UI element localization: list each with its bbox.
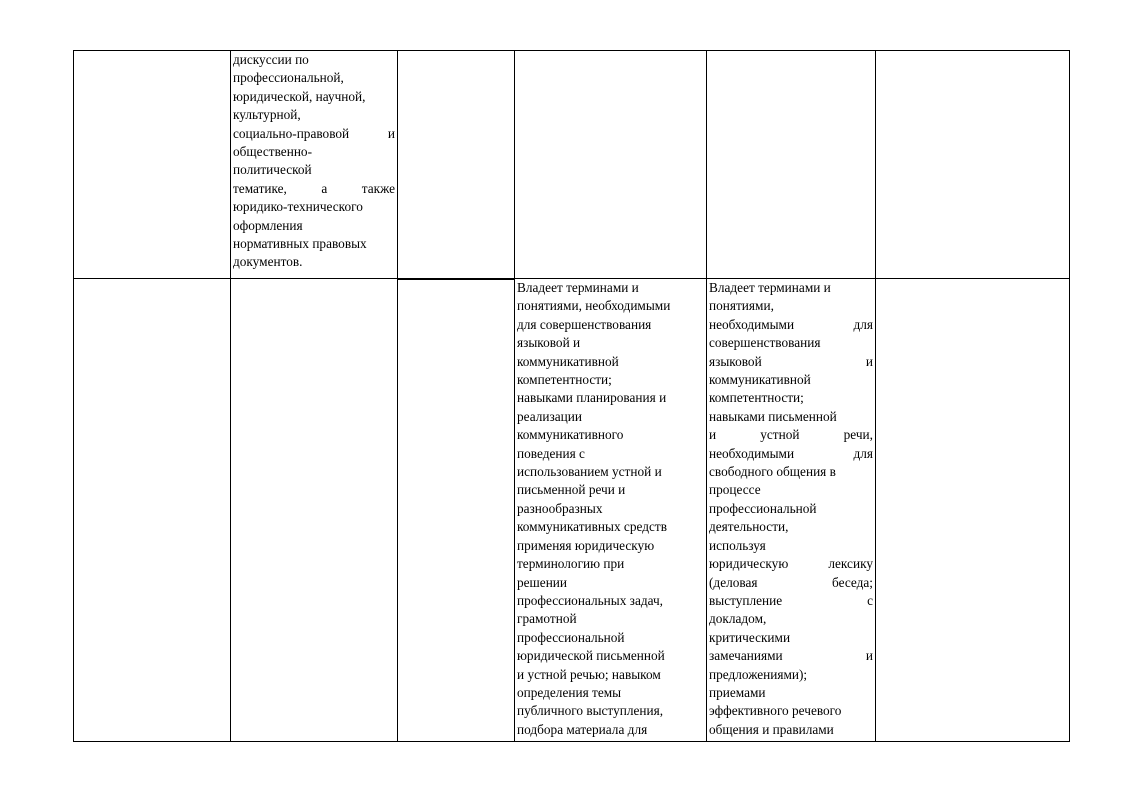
competence-table: [73, 50, 1070, 742]
text-line: профессиональной,: [233, 70, 344, 86]
text-line: юридической письменной: [517, 648, 665, 664]
text-line: нормативных правовых: [233, 236, 367, 252]
assessment-criteria-text: [707, 279, 875, 739]
text-line: замечаниями и: [709, 648, 873, 664]
learning-outcome-cell: [515, 279, 707, 742]
text-line: критическими: [709, 629, 791, 645]
text-line: совершенствования: [709, 335, 821, 351]
text-line: социально-правовой и: [233, 125, 395, 141]
text-line: документов.: [233, 254, 303, 270]
text-line: Владеет терминами и: [517, 280, 639, 295]
text-line: разнообразных: [517, 500, 603, 516]
text-line: выступление с: [709, 592, 873, 608]
text-line: коммуникативного: [517, 427, 624, 443]
text-line: поведения с: [517, 445, 585, 461]
text-line: общения и правилами: [709, 721, 834, 737]
indicator-cell: [398, 51, 515, 279]
text-line: терминологию при: [517, 556, 625, 572]
text-line: общественно-: [233, 144, 313, 160]
text-line: компетентности;: [709, 390, 804, 406]
text-line: тематике, а также: [233, 180, 395, 196]
text-line: коммуникативной: [709, 372, 811, 388]
text-line: (деловая беседа;: [709, 574, 873, 590]
text-line: политической: [233, 162, 312, 178]
text-line: языковой и: [517, 335, 581, 351]
text-line: профессиональных задач,: [517, 592, 663, 608]
competence-code-cell: [74, 51, 231, 279]
text-line: понятиями,: [709, 298, 774, 314]
assessment-criteria-cell: [707, 51, 876, 279]
text-line: необходимыми для: [709, 445, 873, 461]
text-line: юридической, научной,: [233, 88, 366, 104]
text-line: эффективного речевого: [709, 703, 842, 719]
text-line: определения темы: [517, 684, 622, 700]
text-line: используя: [709, 537, 766, 553]
text-line: применяя юридическую: [517, 537, 655, 553]
text-line: приемами: [709, 684, 766, 700]
competence-code-cell: [74, 279, 231, 742]
competence-description-cell: [231, 279, 398, 742]
text-line: грамотной: [517, 611, 577, 627]
text-line: процессе: [709, 482, 761, 498]
text-line: коммуникативных средств: [517, 519, 667, 535]
text-line: коммуникативной: [517, 353, 619, 369]
indicator-cell: [398, 279, 515, 742]
text-line: понятиями, необходимыми: [517, 298, 671, 314]
text-line: свободного общения в: [709, 464, 836, 480]
text-line: профессиональной: [709, 500, 817, 516]
text-line: и устной речи,: [709, 427, 873, 443]
text-line: навыками письменной: [709, 408, 837, 424]
text-line: Владеет терминами и: [709, 280, 831, 295]
text-line: навыками планирования и: [517, 390, 667, 406]
text-line: культурной,: [233, 107, 301, 123]
text-line: юридическую лексику: [709, 556, 873, 572]
text-line: компетентности;: [517, 372, 612, 388]
text-line: письменной речи и: [517, 482, 626, 498]
assessment-tools-cell: [876, 51, 1070, 279]
text-line: подбора материала для: [517, 721, 648, 737]
table-row: [74, 279, 1070, 742]
text-line: оформления: [233, 217, 303, 233]
competence-description-cell: [231, 51, 398, 279]
text-line: дискуссии по: [233, 52, 309, 67]
text-line: использованием устной и: [517, 464, 662, 480]
text-line: решении: [517, 574, 568, 590]
text-line: докладом,: [709, 611, 767, 627]
text-line: юридико-технического: [233, 199, 363, 215]
assessment-tools-cell: [876, 279, 1070, 742]
text-line: для совершенствования: [517, 316, 652, 332]
text-line: предложениями);: [709, 666, 808, 682]
competence-description-text: [231, 51, 397, 272]
text-line: деятельности,: [709, 519, 789, 535]
assessment-criteria-cell: [707, 279, 876, 742]
table-row: [74, 51, 1070, 279]
learning-outcome-cell: [515, 51, 707, 279]
learning-outcome-text: [515, 279, 706, 739]
text-line: профессиональной: [517, 629, 625, 645]
text-line: реализации: [517, 408, 582, 424]
text-line: языковой и: [709, 353, 873, 369]
text-line: и устной речью; навыком: [517, 666, 661, 682]
text-line: публичного выступления,: [517, 703, 664, 719]
text-line: необходимыми для: [709, 316, 873, 332]
